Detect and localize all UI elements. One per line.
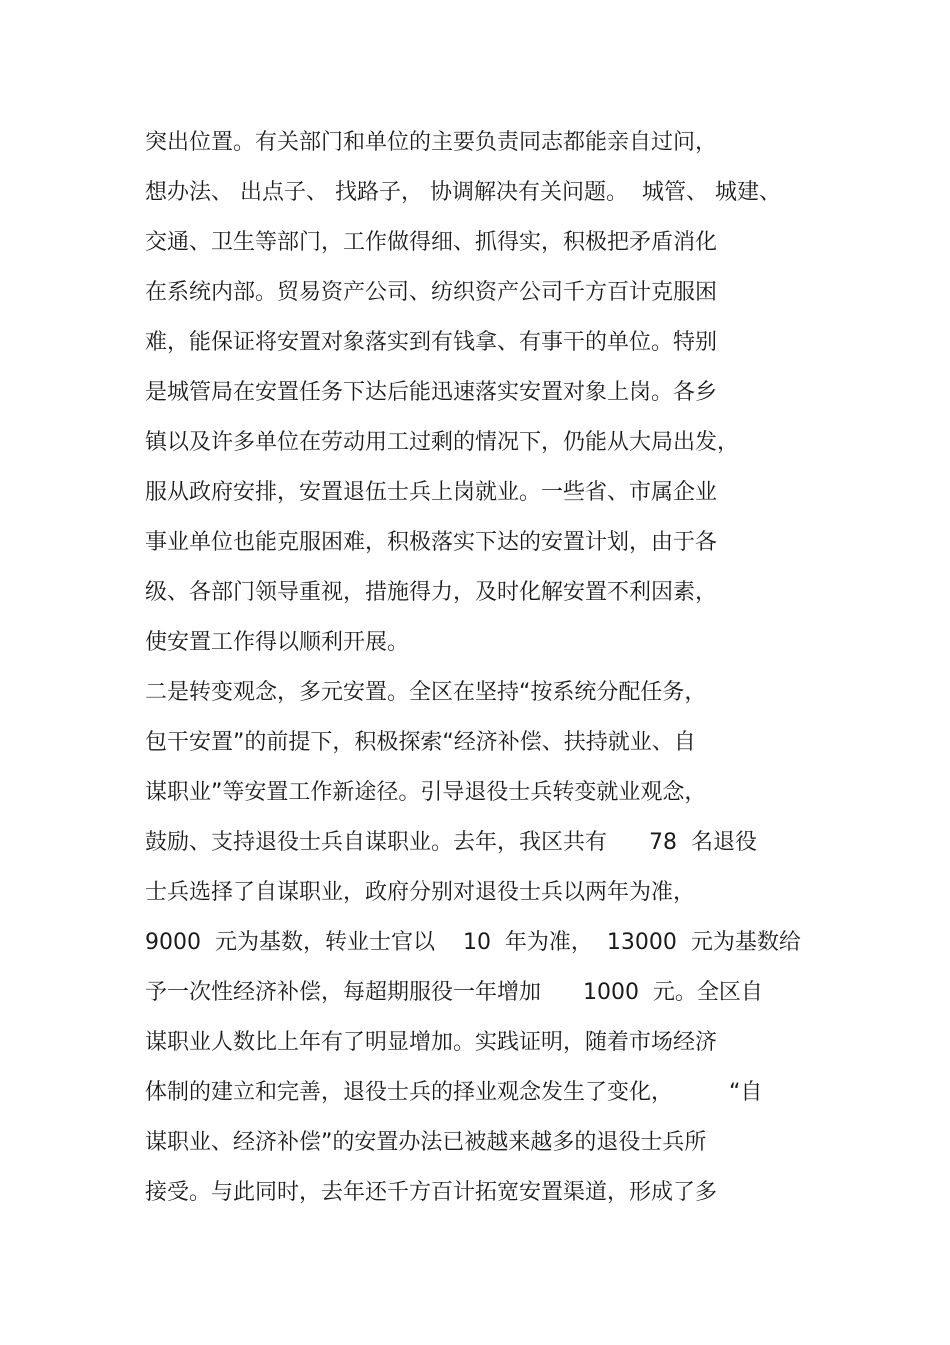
text-line: 级、各部门领导重视，措施得力，及时化解安置不利因素，	[145, 580, 718, 605]
text-line: 服从政府安排，安置退伍士兵上岗就业。一些省、市属企业	[145, 480, 718, 505]
text-line: 想办法、 出点子、 找路子， 协调解决有关问题。 城管、 城建、	[145, 180, 781, 205]
text-line: 予一次性经济补偿，每超期服役一年增加 1000 元。全区自	[145, 980, 763, 1005]
text-line: 镇以及许多单位在劳动用工过剩的情况下，仍能从大局出发，	[145, 430, 740, 455]
text-line: 使安置工作得以顺利开展。	[145, 630, 410, 655]
text-line: 谋职业”等安置工作新途径。引导退役士兵转变就业观念，	[145, 780, 707, 805]
text-line: 接受。与此同时，去年还千方百计拓宽安置渠道，形成了多	[145, 1180, 718, 1205]
text-line: 事业单位也能克服困难，积极落实下达的安置计划，由于各	[145, 530, 718, 555]
text-line: 在系统内部。贸易资产公司、纺织资产公司千方百计克服困	[145, 280, 718, 305]
text-line: 突出位置。有关部门和单位的主要负责同志都能亲自过问，	[145, 130, 718, 155]
text-line: 9000 元为基数，转业士官以 10 年为准， 13000 元为基数给	[145, 930, 801, 955]
text-line: 谋职业人数比上年有了明显增加。实践证明，随着市场经济	[145, 1030, 718, 1055]
text-line: 交通、卫生等部门，工作做得细、抓得实，积极把矛盾消化	[145, 230, 718, 255]
text-line: 是城管局在安置任务下达后能迅速落实安置对象上岗。各乡	[145, 380, 718, 405]
document-body	[145, 118, 815, 1218]
text-line: 谋职业、经济补偿”的安置办法已被越来越多的退役士兵所	[145, 1130, 707, 1155]
text-line: 士兵选择了自谋职业，政府分别对退役士兵以两年为准，	[145, 880, 696, 905]
text-line: 体制的建立和完善，退役士兵的择业观念发生了变化， “自	[145, 1080, 763, 1105]
text-line: 包干安置”的前提下，积极探索“经济补偿、扶持就业、自	[145, 730, 696, 755]
text-line: 鼓励、支持退役士兵自谋职业。去年，我区共有 78 名退役	[145, 830, 757, 855]
text-line: 难，能保证将安置对象落实到有钱拿、有事干的单位。特别	[145, 330, 718, 355]
text-line: 二是转变观念，多元安置。全区在坚持“按系统分配任务，	[145, 680, 707, 705]
